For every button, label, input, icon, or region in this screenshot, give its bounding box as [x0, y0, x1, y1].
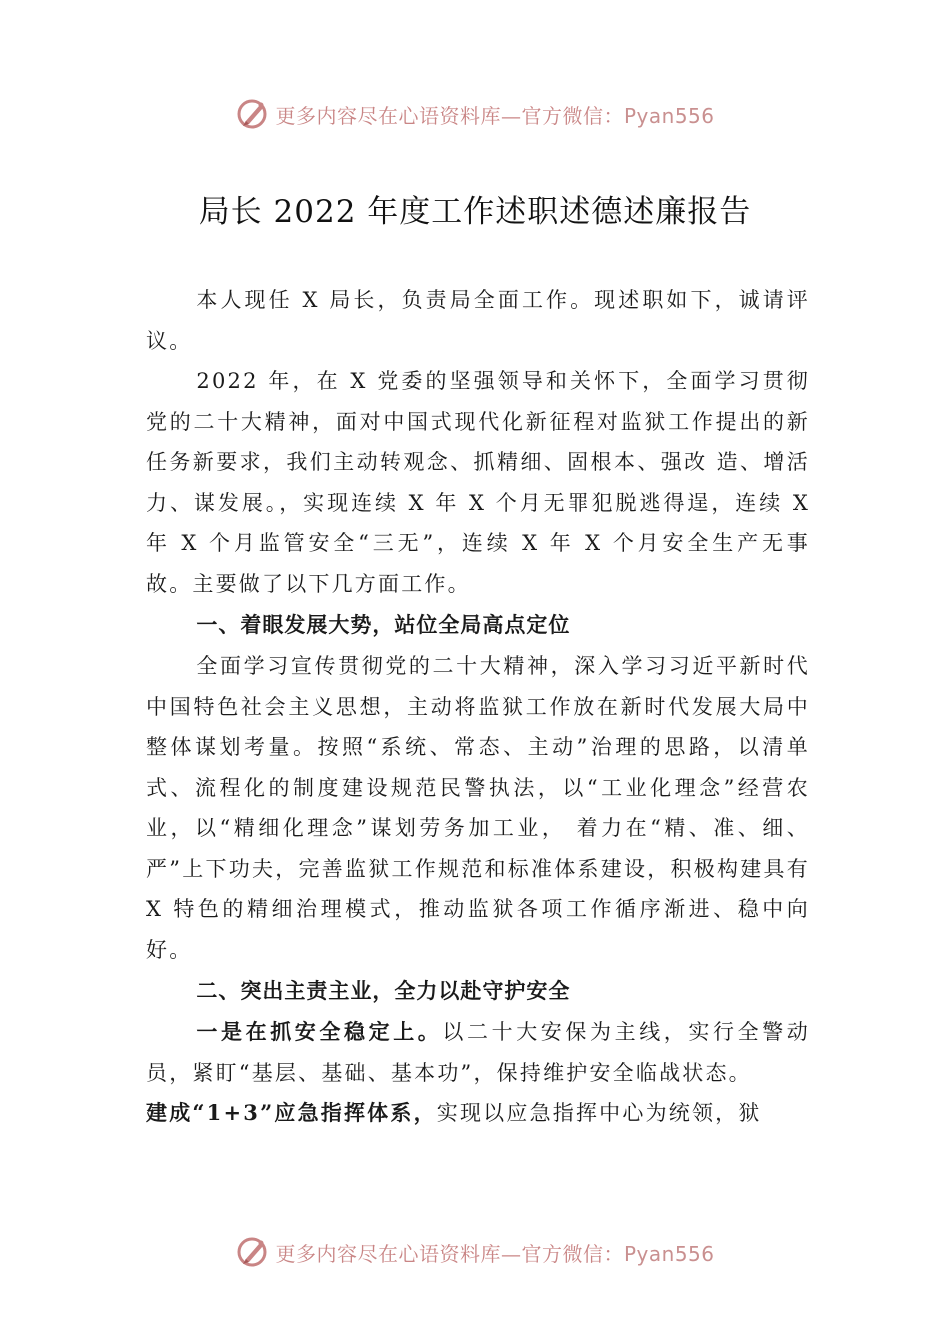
pen-logo-icon: [235, 1234, 271, 1270]
lead-phrase-safety: 一是在抓安全稳定上。: [196, 1019, 443, 1044]
watermark-header: [0, 94, 950, 134]
paragraph-section-2-b-text: 实现以应急指挥中心为统领，狱: [436, 1101, 762, 1125]
section-heading-2: 二、突出主责主业，全力以赴守护安全: [196, 979, 571, 1003]
paragraph-section-2-b: [146, 1093, 810, 1134]
watermark-text: 更多内容尽在心语资料库—官方微信：Pyan556: [275, 103, 715, 128]
paragraph-section-1: 全面学习宣传贯彻党的二十大精神，深入学习习近平新时代中国特色社会主义思想，主动将监狱工作放在新时代发展大局中整体谋划考量。按照“系统、常态、主动”治理的思路，以清单式、流程化的制度建设规范民警执法，以“工业化理念”经营农业，以“精细化理念”谋划劳务加工业， 着力在“精、准、细、严”上下功夫，完善监狱工作规范和标准体系建设，积极构建具有 X 特色的精细治理模式，推动监狱各项工作循序渐进、稳中向好。: [146, 654, 810, 962]
paragraph-summary: 2022 年，在 X 党委的坚强领导和关怀下，全面学习贯彻党的二十大精神，面对中国式现代化新征程对监狱工作提出的新任务新要求，我们主动转观念、抓精细、固根本、强改 造、增活力、谋发展。，实现连续 X 年 X 个月无罪犯脱逃得逞，连续 X 年 X 个月监管安全“三无”，连续 X 年 X 个月安全生产无事故。主要做了以下几方面工作。: [146, 369, 810, 596]
watermark-wechat-id: Pyan556: [623, 1241, 715, 1266]
document-title: 局长 2022 年度工作述职述德述廉报告: [198, 194, 752, 230]
watermark-footer: [0, 1232, 950, 1272]
section-heading-1: 一、着眼发展大势，站位全局高点定位: [196, 613, 571, 637]
pen-logo-icon: [235, 96, 271, 132]
paragraph-section-2-a-text: 以二十大安保为主线，实行全警动员，紧盯“基层、基础、基本功”，保持维护安全临战状态。: [146, 1020, 811, 1085]
watermark-text: 更多内容尽在心语资料库—官方微信：Pyan556: [275, 1241, 715, 1266]
document-body: [146, 280, 810, 1134]
paragraph-section-2-a: [146, 1012, 810, 1093]
lead-phrase-command-system: 建成“1+3”应急指挥体系，: [146, 1100, 437, 1125]
watermark-wechat-id: Pyan556: [623, 103, 715, 128]
paragraph-intro: 本人现任 X 局长，负责局全面工作。现述职如下，诚请评议。: [146, 288, 810, 353]
